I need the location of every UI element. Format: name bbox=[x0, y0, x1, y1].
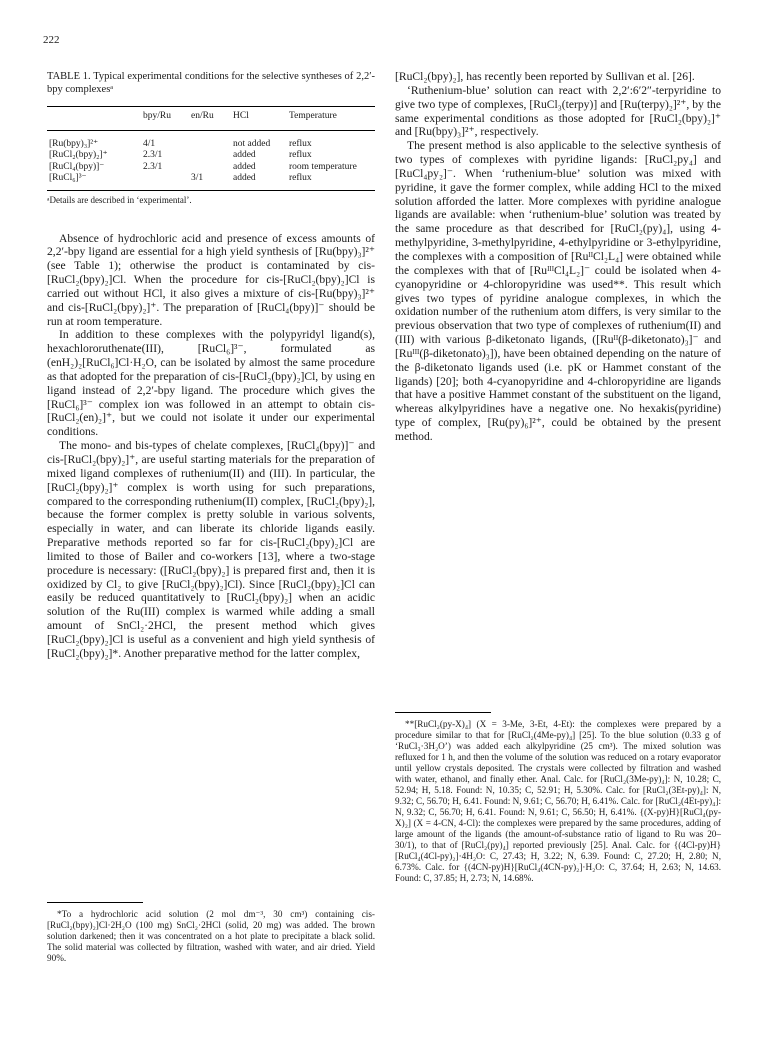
table-cell: [RuCl₄(bpy)]⁻ bbox=[49, 161, 105, 172]
table-cell: added bbox=[233, 173, 256, 183]
conditions-table bbox=[47, 106, 375, 191]
table-cell bbox=[189, 130, 231, 150]
right-column bbox=[395, 70, 721, 444]
footnote-separator bbox=[47, 902, 143, 903]
table-cell: 2.3/1 bbox=[143, 161, 163, 172]
left-paragraph: Absence of hydrochloric acid and presence of excess amounts of 2,2′-bpy ligand are essential for a high yield synthesis of [Ru(bpy)₃]²⁺ (see Table 1); otherwise the product is contaminated by cis-[RuCl₂(bpy)₂]Cl. When the procedure for cis-[RuCl₂(bpy)₂]Cl is carried out without HCl, it also gives a mixture of cis-[Ru(bpy)₃]²⁺ and cis-[RuCl₂(bpy)₂]⁺. The preparation of [RuCl₄(bpy)]⁻ should be run at room temperature. bbox=[47, 231, 375, 328]
table-row bbox=[47, 150, 375, 162]
table-row bbox=[47, 130, 375, 150]
footnote-separator bbox=[395, 712, 491, 713]
table-cell: not added bbox=[233, 138, 271, 149]
table-header-cell: HCl bbox=[233, 111, 249, 121]
table-caption: TABLE 1. Typical experimental conditions for the selective syntheses of 2,2′-bpy complexesᵃ bbox=[47, 71, 375, 95]
right-footnote: **[RuCl₂(py-X)₄] (X = 3-Me, 3-Et, 4-Et): the complexes were prepared by a procedure similar to that for [RuCl₂(4Me-py)₄] [25]. To the blue solution (0.33 g of ‘RuCl₃·3H₂O’) was added each alkylpyridine (25 cm³). The mixed solution was refluxed for 1 h, and then the volume of the solution was reduced on a rotary evaporator until yellow crystals deposited. The crystals were collected by filtration and washed with water, ethanol, and finally ether. Anal. Calc. for [RuCl₂(3Me-py)₄]: N, 10.28; C, 52.94; H, 5.18. Found: N, 10.35; C, 52.91; H, 5.30%. Calc. for [RuCl₂(3Et-py)₄]: N, 9.32; C, 56.70; H, 6.41. Found: N, 9.61; C, 56.70; H, 6.41%. Calc. for [RuCl₂(4Et-py)₄]: N, 9.32; C, 56.70; H, 6.41. Found: N, 9.61; C, 56.50; H, 6.41%. {(X-py)H}[RuCl₄(py-X)₂] (X = 4-CN, 4-Cl): the complexes were prepared by the same procedures, adding of large amount of the ligands (the amount-of-substance ratio of ligand to Ru was 20–30/1), to that of [RuCl₂(py)₄] reported previously [25]. Anal. Calc. for {(4Cl-py)H}[RuCl₄(4Cl-py)₂]·4H₂O: C, 27.43; H, 3.22; N, 6.39. Found: C, 27.20; H, 2.80; N, 6.73%. Calc. for {(4CN-py)H}[RuCl₄(4CN-py)₂]·H₂O: C, 37.64; H, 2.63; N, 14.63. Found: C, 37.85; H, 2.73; N, 14.68%. bbox=[395, 719, 721, 883]
table-cell: [RuCl₆]³⁻ bbox=[49, 173, 87, 183]
table-cell: [RuCl₂(bpy)₂]⁺ bbox=[49, 150, 108, 160]
right-paragraph: ‘Ruthenium-blue’ solution can react with 2,2′:6′2″-terpyridine to give two type of complexes, [RuCl₃(terpy)] and [Ru(terpy)₂]²⁺, by the same experimental conditions as those adopted for [RuCl₂(bpy)₂]⁺ and [Ru(bpy)₃]²⁺, respectively. bbox=[395, 83, 721, 139]
left-footnote-block bbox=[47, 902, 375, 964]
left-body-text bbox=[47, 232, 375, 661]
table-header-cell: en/Ru bbox=[191, 111, 214, 121]
table-row bbox=[47, 173, 375, 190]
table-cell bbox=[189, 150, 231, 162]
right-paragraph: The present method is also applicable to the selective synthesis of two types of complexes with pyridine ligands: [RuCl₂py₄] and [RuCl₄py₂]⁻. When ‘ruthenium-blue’ solution was mixed with pyridine, it gave the former complex, while adding HCl to the mixed solution afforded the latter. More complexes with pyridine analogue ligands are available: when ‘ruthenium-blue’ solution was treated by the same procedure as that described for [RuCl₂(py)₄], using 4-methylpyridine, 3-methylpyridine, 4-ethylpyridine or 3-ethylpyridine, the complexes with a composition of [RuᴵᴵCl₂L₄] were obtained while the complexes with that of [RuᴵᴵᴵCl₄L₂]⁻ could be isolated when 4-cyanopyridine or 4-chloropyridine was used**. This result which gives two types of pyridine analogue complexes, in which the oxidation number of the ruthenium atom differs, is very similar to the previous observation that two type of complexes of ruthenium(II) and (III) with various β-diketonato ligands, ([Ruᴵᴵ(β-diketonato)₃]⁻ and [Ruᴵᴵᴵ(β-diketonato)₃]), have been obtained depending on the nature of the β-diketonato ligands used (i.e. pK or Hammet constant of the ligands) [20]; both 4-cyanopyridine and 4-chloropyridine are ligands that have a positive Hammet constant of the substituent on the ligand, whereas alkylpyridines have a negative one. No hexakis(pyridine) type of complex, [Ru(py)₆]²⁺, could be obtained by the present method. bbox=[395, 139, 721, 443]
table-cell: [Ru(bpy)₃]²⁺ bbox=[49, 138, 99, 149]
left-column bbox=[47, 70, 375, 661]
table-header-row bbox=[47, 107, 375, 131]
table-cell: 3/1 bbox=[191, 173, 204, 183]
table-header-cell: bpy/Ru bbox=[143, 111, 171, 121]
table-cell: reflux bbox=[289, 150, 312, 160]
right-footnote-block bbox=[395, 712, 721, 884]
table-header-cell bbox=[47, 107, 141, 131]
table-cell: added bbox=[233, 161, 256, 172]
table-footnote: ᵃDetails are described in ‘experimental’. bbox=[47, 194, 192, 205]
table-cell: 2.3/1 bbox=[143, 150, 163, 160]
table-cell: reflux bbox=[289, 138, 312, 149]
page-number: 222 bbox=[43, 34, 60, 46]
table-row bbox=[47, 162, 375, 174]
right-paragraph: [RuCl₂(bpy)₂], has recently been reported by Sullivan et al. [26]. bbox=[395, 70, 695, 83]
left-paragraph: The mono- and bis-types of chelate complexes, [RuCl₄(bpy)]⁻ and cis-[RuCl₂(bpy)₂]⁺, are useful starting materials for the preparation of mixed ligand complexes of ruthenium(II) and (III). In particular, the [RuCl₂(bpy)₂]⁺ complex is worth using for such preparations, compared to the corresponding ruthenium(II) complex, [RuCl₂(bpy)₂], because the former complex is pretty soluble in various solvents, especially in water, and can liberate its chloride ligands easily. Preparative methods reported so far for cis-[RuCl₂(bpy)₂]Cl are limited to those of Bailer and co-workers [13], where a two-stage procedure is necessary: ([RuCl₂(bpy)₂] is prepared first and, then it is oxidized by Cl₂ to give [RuCl₂(bpy)₂]Cl). Since [RuCl₂(bpy)₂]Cl can easily be reduced quantitatively to [RuCl₂(bpy)₂] when an acidic solution of the Ru(III) complex is warmed while adding a small amount of SnCl₂·2HCl, the present method which gives [RuCl₂(bpy)₂]Cl is useful as a convenient and high yield synthesis of [RuCl₂(bpy)₂]*. Another preparative method for the latter complex, bbox=[47, 439, 375, 660]
left-footnote: *To a hydrochloric acid solution (2 mol dm⁻³, 30 cm³) containing cis-[RuCl₂(bpy)₂]Cl·2H₂O (100 mg) SnCl₂·2HCl (solid, 20 mg) was added. The brown solution darkened; then it was concentrated on a hot plate to precipitate a black solid. The solid material was collected by filtration, washed with water, and air dried. Yield 90%. bbox=[47, 909, 375, 963]
table-cell bbox=[189, 162, 231, 174]
right-body-text bbox=[395, 70, 721, 444]
table-cell: room temperature bbox=[289, 161, 357, 172]
table-cell: reflux bbox=[289, 173, 312, 183]
table-cell: added bbox=[233, 150, 256, 160]
table-header-cell: Temperature bbox=[289, 111, 337, 121]
table-cell: 4/1 bbox=[143, 138, 156, 149]
table-cell bbox=[141, 173, 189, 190]
left-paragraph: In addition to these complexes with the polypyridyl ligand(s), hexachlororuthenate(III), [RuCl₆]³⁻, formulated as (enH₂)₂[RuCl₆]Cl·H₂O, can be isolated by almost the same procedure as that adopted for the preparation of cis-[RuCl₂(bpy)₂]Cl, by using en ligand instead of 2,2′-bpy ligand. The procedure which gives the [RuCl₆]³⁻ complex ion was followed in an attempt to obtain cis-[RuCl₂(en)₂]⁺, but we could not isolate it under our experimental conditions. bbox=[47, 328, 375, 439]
